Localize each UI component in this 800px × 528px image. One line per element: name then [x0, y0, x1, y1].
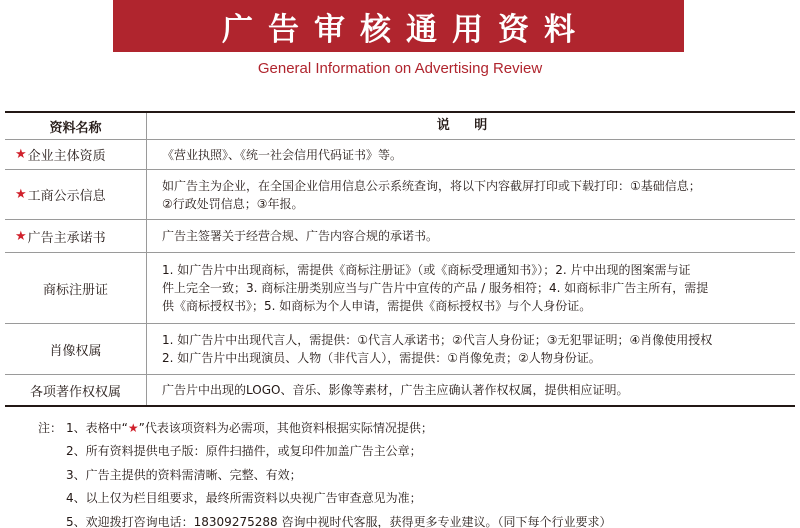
note-item — [38, 487, 611, 511]
row-description-cell — [147, 170, 795, 219]
note-item — [38, 416, 611, 440]
row-description-line: 2. 如广告片中出现演员、人物（非代言人），需提供：①肖像免责；②人物身份证。 — [162, 351, 601, 365]
column-header-description: 说 明 — [436, 118, 498, 133]
row-description-line: 广告主签署关于经营合规、广告内容合规的承诺书。 — [162, 229, 439, 243]
row-name: 各项著作权权属 — [29, 384, 121, 400]
row-description-line: ②行政处罚信息；③年报。 — [162, 196, 304, 211]
required-star-icon: ★ — [127, 420, 139, 435]
table-row — [5, 324, 795, 375]
row-name-cell — [5, 170, 147, 219]
row-description-line: 广告片中出现的LOGO、音乐、影像等素材，广告主应确认著作权权属，提供相应证明。 — [162, 383, 629, 397]
required-star-icon: ★ — [15, 228, 27, 244]
notes-section — [38, 416, 611, 528]
note-number: 1、 — [66, 420, 86, 435]
row-description-cell — [147, 140, 795, 169]
page-subtitle: General Information on Advertising Review — [257, 60, 543, 77]
materials-table — [5, 111, 795, 407]
table-row — [5, 253, 795, 324]
page-title-banner — [113, 0, 684, 52]
row-description-line: 供《商标授权书》；5. 如商标为个人申请，需提供《商标授权书》与个人身份证。 — [162, 299, 592, 313]
note-text: 欢迎拨打咨询电话：18309275288 咨询中视时代客服，获得更多专业建议。（同下每个行业要求） — [85, 514, 612, 528]
row-name-cell — [5, 375, 147, 405]
note-number: 5、 — [66, 514, 86, 528]
table-row — [5, 220, 795, 253]
note-number: 3、 — [66, 467, 86, 482]
column-header-name: 资料名称 — [5, 113, 147, 139]
row-name-cell — [5, 253, 147, 323]
note-item — [38, 440, 611, 464]
row-name-cell — [5, 220, 147, 252]
required-star-icon: ★ — [15, 187, 27, 202]
row-description-cell — [147, 253, 795, 323]
row-description-line: 1. 如广告片中出现代言人，需提供：①代言人承诺书；②代言人身份证；③无犯罪证明；④肖像使用授权 — [162, 333, 713, 347]
row-name: 企业主体资质 — [27, 149, 106, 164]
row-description-cell — [147, 375, 795, 405]
note-text: 以上仅为栏目组要求，最终所需资料以央视广告审查意见为准； — [85, 491, 422, 506]
note-number: 2、 — [66, 444, 86, 459]
notes-label: 注： — [38, 420, 63, 435]
row-name-cell — [5, 140, 147, 169]
note-text: 所有资料提供电子版：原件扫描件，或复印件加盖广告主公章； — [85, 444, 422, 459]
row-name: 肖像权属 — [49, 343, 102, 359]
note-text: 广告主提供的资料需清晰、完整、有效； — [85, 467, 302, 482]
table-row — [5, 170, 795, 220]
table-header-row — [5, 113, 795, 140]
row-description-line: 件上完全一致；3. 商标注册类别应当与广告片中宣传的产品 / 服务相符；4. 如商标非广告主所有，需提 — [162, 281, 709, 295]
note-text: ”代表该项资料为必需项，其他资料根据实际情况提供； — [138, 420, 433, 435]
row-name: 工商公示信息 — [27, 189, 106, 204]
row-description-line: 《营业执照》、《统一社会信用代码证书》等。 — [162, 147, 403, 162]
row-name: 商标注册证 — [42, 282, 108, 298]
row-name: 广告主承诺书 — [27, 230, 106, 246]
table-row — [5, 140, 795, 170]
note-number: 4、 — [66, 491, 86, 506]
note-item — [38, 510, 611, 528]
row-name-cell — [5, 324, 147, 374]
row-description-line: 如广告主为企业，在全国企业信用信息公示系统查询，将以下内容截屏打印或下载打印：①基础信息； — [162, 178, 701, 193]
page-title: 广告审核通用资料 — [222, 11, 590, 48]
note-text: 表格中“ — [85, 420, 128, 435]
row-description-cell — [147, 220, 795, 252]
required-star-icon: ★ — [15, 147, 27, 162]
row-description-line: 1. 如广告片中出现商标，需提供《商标注册证》（或《商标受理通知书》）；2. 片中出现的图案需与证 — [162, 263, 691, 277]
row-description-cell — [147, 324, 795, 374]
table-row — [5, 375, 795, 407]
note-item — [38, 463, 611, 487]
